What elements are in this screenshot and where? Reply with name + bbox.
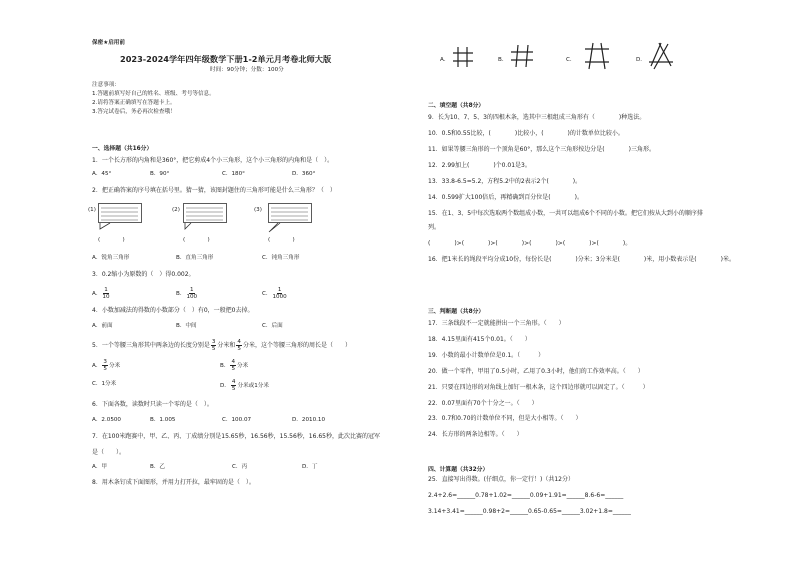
page-title: 2023-2024学年四年级数学下册1-2单元月考卷北师大版: [120, 54, 332, 64]
q5-option-c: C．1分米: [92, 381, 117, 387]
trapezoid-frame-icon-c: [584, 42, 610, 70]
secret-label: 保密★启用前: [92, 40, 125, 46]
section-fill-heading: 二、填空题（共8分）: [428, 103, 485, 109]
q2-label: (3): [254, 207, 262, 213]
hidden-triangle-figure-1: [98, 203, 142, 229]
hash-frame-icon-a: [452, 46, 474, 68]
question-14: 14．0.599扩大100倍后，再精确到百分位是( )。: [428, 194, 583, 201]
question-5: 5．一个等腰三角形其中两条边的长度分别是 $\frac{3}{5}$ 分米和 $\frac{4}{5}$ 分米，这个等腰三角形的周长是（ ）: [92, 339, 351, 352]
question-15-blanks[interactable]: ( )>( )>( )>( )>( )>( )。: [428, 240, 632, 247]
q3-option-c: C． $\frac{1}{1000}$: [262, 287, 287, 300]
section-calc-heading: 四、计算题（共32分）: [428, 467, 489, 473]
q7-option: D．丁: [302, 464, 318, 470]
question-11: 11．如果等腰三角形的一个顶角是60°，那么这个三角形按边分是( )三角形。: [428, 146, 655, 153]
question-13: 13．33.8-6.5=5.2，方程5.2中的2表示2个( )。: [428, 178, 582, 185]
q5-option-d: D． $\frac{4}{5}$ 分米或1分米: [220, 379, 269, 392]
q2-label: (1): [88, 207, 96, 213]
answer-blank[interactable]: ( ): [268, 237, 295, 243]
q7-option: C．丙: [232, 464, 248, 470]
q1-option: B．90°: [150, 171, 170, 177]
question-1: 1．一个长方形的内角和是360°，把它剪成4个小三角形，这个小三角形的内角和是（ ）。: [92, 157, 334, 164]
q5-option-a: A． $\frac{3}{5}$ 分米: [92, 359, 121, 372]
q1-option: A．45°: [92, 171, 112, 177]
question-3: 3．0.2缩小为原数的（ ）得0.002。: [92, 271, 195, 278]
question-7: 7．在100米跑赛中，甲、乙、丙、丁成绩分别是15.65秒，16.56秒，15.56秒，16.65秒，此次比赛的冠军: [92, 433, 380, 440]
question-15: 15．在1、3、5中每次选取两个数组成小数，一共可以组成6个不同的小数。把它们按从大到小的顺序排: [428, 210, 703, 217]
q1-option: D．360°: [292, 171, 316, 177]
question-21: 21．只要在四边形的对角线上加钉一根木条，这个四边形就可以固定了。（ ）: [428, 384, 649, 391]
question-4: 4．小数加减法的得数的小数部分（ ）有0，一般把0去掉。: [92, 307, 254, 314]
question-19: 19．小数的最小计数单位是0.1。（ ）: [428, 352, 545, 359]
q6-option: A．2.0500: [92, 417, 121, 423]
q8-option-a: A．: [440, 57, 450, 63]
question-24: 24．长方形的两条边相等。（ ）: [428, 431, 523, 438]
notice-item: 1.答题前填写好自己的姓名、班级、考号等信息。: [92, 91, 215, 97]
q1-option: C．180°: [222, 171, 245, 177]
question-8: 8．用木条钉成下面图形，并用力打开拉，最牢固的是（ ）。: [92, 479, 255, 486]
question-7-cont: 是（ ）。: [92, 449, 126, 456]
q4-option: B．中间: [176, 323, 197, 329]
q5-option-b: B． $\frac{4}{5}$ 分米: [220, 359, 249, 372]
calc-row[interactable]: 3.14+3.41=______0.98+2=______0.65-0.65=______3.02+1.8=______: [428, 508, 631, 515]
hidden-triangle-figure-3: [268, 203, 312, 233]
q8-option-c: C．: [566, 57, 576, 63]
question-12: 12．2.99加上( )个0.01是3。: [428, 162, 531, 169]
q8-option-d: D．: [636, 57, 646, 63]
question-17: 17．三条线段不一定就能拼出一个三角形。（ ）: [428, 320, 565, 327]
notice-item: 3.答完试卷后，务必再次检查哦！: [92, 109, 176, 115]
q7-option: A．甲: [92, 464, 108, 470]
answer-blank[interactable]: ( ): [183, 237, 210, 243]
question-25: 25．直接写出得数。(仔细点，你一定行！)（共12分）: [428, 476, 574, 483]
notice-heading: 注意事项：: [92, 82, 120, 88]
question-20: 20．做一个零件，甲用了0.5小时，乙用了0.3小时，他们的工作效率高。（ ）: [428, 368, 644, 375]
section-judge-heading: 三、判断题（共8分）: [428, 309, 485, 315]
triangle-frame-icon-d: [648, 42, 674, 70]
question-22: 22．0.07里面有70个十分之一。（ ）: [428, 400, 538, 407]
question-2: 2．把正确答案的序号填在括号里。猜一猜，该图封题住的三角形可能是什么三角形？（ ）: [92, 187, 336, 194]
q2-option: B．直角三角形: [176, 255, 214, 261]
question-10: 10．0.5和0.55比较，( )比较小，( )的计数单位比较小。: [428, 130, 624, 137]
q3-option-a: A． $\frac{1}{10}$: [92, 287, 110, 300]
hidden-triangle-figure-2: [183, 203, 227, 229]
q6-option: C．100.07: [222, 417, 252, 423]
q6-option: D．2010.10: [292, 417, 326, 423]
section-choice-heading: 一、选择题（共16分）: [92, 146, 153, 152]
answer-blank[interactable]: ( ): [98, 237, 125, 243]
q2-option: C．钝角三角形: [262, 255, 300, 261]
q3-option-b: B． $\frac{1}{100}$: [176, 287, 198, 300]
notice-item: 2.请将答案正确填写在答题卡上。: [92, 100, 176, 106]
slanted-frame-icon-b: [510, 44, 534, 68]
q4-option: A．前面: [92, 323, 113, 329]
question-16: 16．把1米长的绳段平均分成10份，每份长是( )分米；3分米是( )米，用小数表示是( )米。: [428, 256, 735, 263]
q2-option: A．锐角三角形: [92, 255, 130, 261]
q7-option: B．乙: [150, 464, 166, 470]
q8-option-b: B．: [498, 57, 508, 63]
question-15-cont: 列。: [428, 224, 441, 231]
question-18: 18．4.15里面有415个0.01。（ ）: [428, 336, 531, 343]
exam-meta: 时间：90分钟；分数：100分: [210, 67, 284, 73]
q4-option: C．后面: [262, 323, 283, 329]
q2-label: (2): [172, 207, 180, 213]
question-6: 6．下面各数，读数时只读一个零的是（ ）。: [92, 401, 213, 408]
q6-option: B．1.005: [150, 417, 176, 423]
calc-row[interactable]: 2.4+2.6=______0.78+1.02=______0.09+1.91=______8.6-6=______: [428, 492, 624, 499]
question-9: 9．长为10、7、5、3的四根木条，选其中三根组成三角形有（ )种选法。: [428, 114, 646, 121]
question-23: 23．0.7和0.70的计数单位不同，但是大小相等。（ ）: [428, 415, 582, 422]
